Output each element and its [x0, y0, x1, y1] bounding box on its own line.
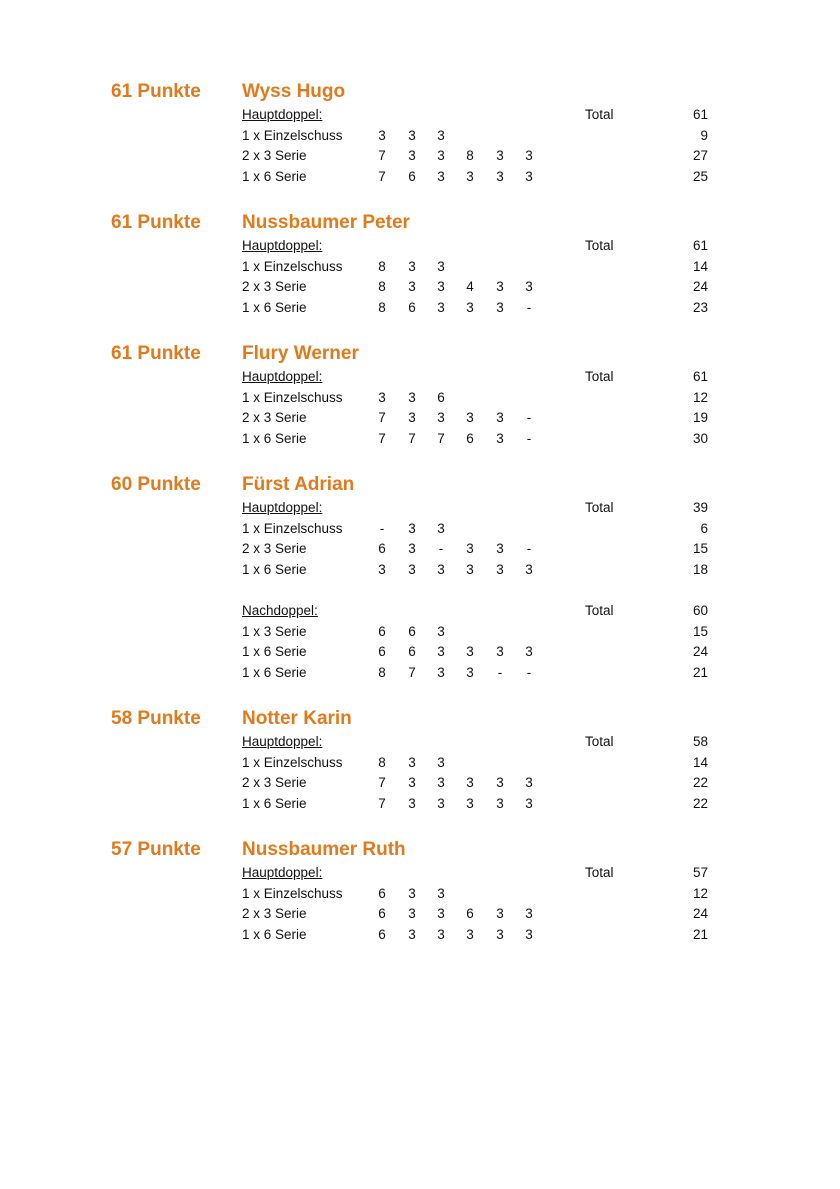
shot-score: 3: [525, 561, 533, 577]
total-label: Total: [585, 238, 614, 253]
row-sum: 27: [692, 148, 708, 164]
total-value: 58: [692, 734, 708, 749]
shot-score: 7: [378, 795, 386, 811]
total-label: Total: [585, 734, 614, 749]
row-sum: 14: [692, 258, 708, 274]
shot-score: 3: [437, 885, 445, 901]
section-header-row: [0, 601, 840, 621]
row-label: 1 x Einzelschuss: [242, 389, 343, 405]
row-label: 1 x 6 Serie: [242, 430, 307, 446]
section-header-row: [0, 863, 840, 883]
shooter-name: Wyss Hugo: [242, 81, 346, 102]
row-sum: 24: [692, 906, 708, 922]
score-row: [0, 388, 840, 408]
row-sum: 15: [692, 541, 708, 557]
score-row: [0, 298, 840, 318]
shot-score: 3: [496, 148, 504, 164]
row-sum: 23: [692, 299, 708, 315]
shot-score: 3: [525, 148, 533, 164]
shot-score: -: [526, 299, 532, 315]
shooter-name: Flury Werner: [242, 343, 359, 364]
shot-score: 3: [496, 430, 504, 446]
section-title: Hauptdoppel:: [242, 734, 323, 749]
section-header-row: [0, 105, 840, 125]
shot-score: 3: [496, 279, 504, 295]
score-row: [0, 753, 840, 773]
shot-score: 8: [466, 148, 474, 164]
shot-score: -: [497, 664, 503, 680]
shooter-name: Nussbaumer Ruth: [242, 839, 406, 860]
shot-score: 3: [408, 754, 416, 770]
shot-score: 3: [437, 561, 445, 577]
shot-score: -: [526, 664, 532, 680]
section-title: Nachdoppel:: [242, 603, 318, 618]
shot-score: 6: [378, 644, 386, 660]
total-label: Total: [585, 107, 614, 122]
shot-score: -: [526, 410, 532, 426]
shot-score: 7: [378, 430, 386, 446]
score-row: [0, 146, 840, 166]
shot-score: 3: [525, 279, 533, 295]
row-label: 2 x 3 Serie: [242, 148, 307, 164]
section-header-row: [0, 498, 840, 518]
score-row: [0, 773, 840, 793]
shot-score: 3: [437, 127, 445, 143]
entry-points: 58 Punkte: [111, 708, 201, 729]
row-sum: 21: [692, 926, 708, 942]
shot-score: 3: [437, 168, 445, 184]
result-entry: [0, 473, 840, 680]
shot-score: 3: [408, 520, 416, 536]
shot-score: 3: [466, 410, 474, 426]
section-header-row: [0, 236, 840, 256]
shot-score: 3: [466, 541, 474, 557]
shot-score: 8: [378, 664, 386, 680]
shot-score: 3: [408, 885, 416, 901]
total-label: Total: [585, 603, 614, 618]
total-label: Total: [585, 369, 614, 384]
shot-score: 3: [408, 389, 416, 405]
shot-score: 7: [378, 148, 386, 164]
shot-score: 3: [408, 258, 416, 274]
score-row: [0, 925, 840, 945]
row-sum: 18: [692, 561, 708, 577]
shot-score: 3: [408, 279, 416, 295]
shot-score: 3: [437, 279, 445, 295]
row-label: 1 x 6 Serie: [242, 644, 307, 660]
row-sum: 12: [692, 389, 708, 405]
shot-score: 4: [466, 279, 474, 295]
shot-score: 3: [466, 168, 474, 184]
section-title: Hauptdoppel:: [242, 500, 323, 515]
shot-score: 7: [437, 430, 445, 446]
row-label: 1 x Einzelschuss: [242, 754, 343, 770]
row-label: 2 x 3 Serie: [242, 906, 307, 922]
shot-score: -: [526, 541, 532, 557]
row-label: 1 x 6 Serie: [242, 168, 307, 184]
entry-points: 61 Punkte: [111, 343, 201, 364]
row-label: 1 x 6 Serie: [242, 299, 307, 315]
shot-score: 3: [496, 561, 504, 577]
score-row: [0, 408, 840, 428]
shot-score: 7: [378, 775, 386, 791]
shot-score: 6: [408, 299, 416, 315]
shot-score: 3: [378, 389, 386, 405]
row-label: 1 x 6 Serie: [242, 926, 307, 942]
shot-score: 8: [378, 279, 386, 295]
shot-score: 3: [408, 775, 416, 791]
row-label: 2 x 3 Serie: [242, 541, 307, 557]
row-label: 1 x Einzelschuss: [242, 127, 343, 143]
section-title: Hauptdoppel:: [242, 369, 323, 384]
score-row: [0, 277, 840, 297]
total-value: 61: [692, 107, 708, 122]
shot-score: 3: [408, 561, 416, 577]
score-row: [0, 126, 840, 146]
row-sum: 6: [700, 520, 708, 536]
shot-score: 6: [378, 885, 386, 901]
shot-score: 3: [408, 795, 416, 811]
shot-score: 3: [408, 127, 416, 143]
shot-score: 3: [437, 664, 445, 680]
shot-score: 3: [466, 561, 474, 577]
section-title: Hauptdoppel:: [242, 107, 323, 122]
row-sum: 14: [692, 754, 708, 770]
shot-score: 6: [378, 926, 386, 942]
shot-score: 3: [408, 541, 416, 557]
row-sum: 22: [692, 795, 708, 811]
shot-score: 3: [496, 926, 504, 942]
section-title: Hauptdoppel:: [242, 238, 323, 253]
shot-score: 6: [466, 430, 474, 446]
score-row: [0, 884, 840, 904]
score-row: [0, 794, 840, 814]
shot-score: 7: [408, 430, 416, 446]
total-label: Total: [585, 865, 614, 880]
shot-score: 6: [378, 623, 386, 639]
shot-score: 3: [525, 168, 533, 184]
shot-score: 8: [378, 299, 386, 315]
shot-score: 6: [408, 623, 416, 639]
score-row: [0, 539, 840, 559]
score-row: [0, 257, 840, 277]
shot-score: 3: [466, 644, 474, 660]
shot-score: 3: [437, 258, 445, 274]
shot-score: 3: [496, 299, 504, 315]
shot-score: -: [379, 520, 385, 536]
shot-score: 3: [408, 148, 416, 164]
shot-score: 3: [408, 410, 416, 426]
result-entry: [0, 211, 840, 341]
shot-score: 3: [525, 906, 533, 922]
shot-score: 3: [437, 906, 445, 922]
shot-score: 3: [378, 127, 386, 143]
score-row: [0, 642, 840, 662]
shooter-name: Notter Karin: [242, 708, 352, 729]
shot-score: 3: [496, 644, 504, 660]
result-entry: [0, 707, 840, 837]
score-row: [0, 167, 840, 187]
shot-score: 6: [437, 389, 445, 405]
shot-score: 6: [378, 906, 386, 922]
shot-score: 3: [437, 148, 445, 164]
shot-score: 3: [437, 644, 445, 660]
row-label: 1 x 3 Serie: [242, 623, 307, 639]
row-label: 1 x 6 Serie: [242, 664, 307, 680]
row-sum: 24: [692, 644, 708, 660]
shooter-name: Nussbaumer Peter: [242, 212, 410, 233]
score-row: [0, 622, 840, 642]
total-value: 60: [692, 603, 708, 618]
result-entry: [0, 838, 840, 968]
shot-score: 3: [437, 926, 445, 942]
shot-score: 3: [408, 926, 416, 942]
shot-score: 7: [378, 410, 386, 426]
shot-score: 6: [466, 906, 474, 922]
shot-score: 6: [378, 541, 386, 557]
section-header-row: [0, 367, 840, 387]
shot-score: 3: [437, 410, 445, 426]
shot-score: 3: [496, 541, 504, 557]
row-label: 2 x 3 Serie: [242, 279, 307, 295]
row-label: 1 x 6 Serie: [242, 795, 307, 811]
row-sum: 15: [692, 623, 708, 639]
shot-score: 3: [437, 795, 445, 811]
row-sum: 25: [692, 168, 708, 184]
row-label: 2 x 3 Serie: [242, 410, 307, 426]
shot-score: 3: [496, 168, 504, 184]
score-row: [0, 519, 840, 539]
entry-points: 61 Punkte: [111, 212, 201, 233]
result-entry: [0, 80, 840, 210]
shot-score: 3: [496, 410, 504, 426]
total-label: Total: [585, 500, 614, 515]
shot-score: 8: [378, 754, 386, 770]
shot-score: 3: [496, 775, 504, 791]
total-value: 61: [692, 369, 708, 384]
result-entry: [0, 342, 840, 472]
shot-score: 3: [525, 644, 533, 660]
row-label: 2 x 3 Serie: [242, 775, 307, 791]
score-row: [0, 429, 840, 449]
row-sum: 22: [692, 775, 708, 791]
shot-score: 3: [496, 795, 504, 811]
shot-score: 3: [525, 775, 533, 791]
shot-score: 3: [525, 926, 533, 942]
row-label: 1 x 6 Serie: [242, 561, 307, 577]
shot-score: 3: [437, 623, 445, 639]
shot-score: 3: [437, 299, 445, 315]
shot-score: 3: [525, 795, 533, 811]
shot-score: 3: [437, 775, 445, 791]
shot-score: 3: [496, 906, 504, 922]
total-value: 57: [692, 865, 708, 880]
score-row: [0, 904, 840, 924]
row-sum: 12: [692, 885, 708, 901]
row-sum: 19: [692, 410, 708, 426]
shot-score: 3: [437, 754, 445, 770]
total-value: 61: [692, 238, 708, 253]
shooter-name: Fürst Adrian: [242, 474, 355, 495]
entry-points: 60 Punkte: [111, 474, 201, 495]
row-sum: 21: [692, 664, 708, 680]
shot-score: 3: [466, 926, 474, 942]
row-sum: 30: [692, 430, 708, 446]
shot-score: -: [526, 430, 532, 446]
shot-score: 6: [408, 644, 416, 660]
shot-score: 8: [378, 258, 386, 274]
shot-score: -: [438, 541, 444, 557]
shot-score: 3: [466, 299, 474, 315]
shot-score: 3: [466, 664, 474, 680]
shot-score: 3: [378, 561, 386, 577]
row-label: 1 x Einzelschuss: [242, 520, 343, 536]
row-sum: 24: [692, 279, 708, 295]
shot-score: 7: [378, 168, 386, 184]
section-header-row: [0, 732, 840, 752]
row-label: 1 x Einzelschuss: [242, 885, 343, 901]
shot-score: 3: [466, 775, 474, 791]
score-row: [0, 560, 840, 580]
section-title: Hauptdoppel:: [242, 865, 323, 880]
entry-points: 57 Punkte: [111, 839, 201, 860]
shot-score: 3: [437, 520, 445, 536]
shot-score: 3: [408, 906, 416, 922]
shot-score: 6: [408, 168, 416, 184]
row-label: 1 x Einzelschuss: [242, 258, 343, 274]
shot-score: 3: [466, 795, 474, 811]
entry-points: 61 Punkte: [111, 81, 201, 102]
shot-score: 7: [408, 664, 416, 680]
total-value: 39: [692, 500, 708, 515]
score-row: [0, 663, 840, 683]
row-sum: 9: [700, 127, 708, 143]
